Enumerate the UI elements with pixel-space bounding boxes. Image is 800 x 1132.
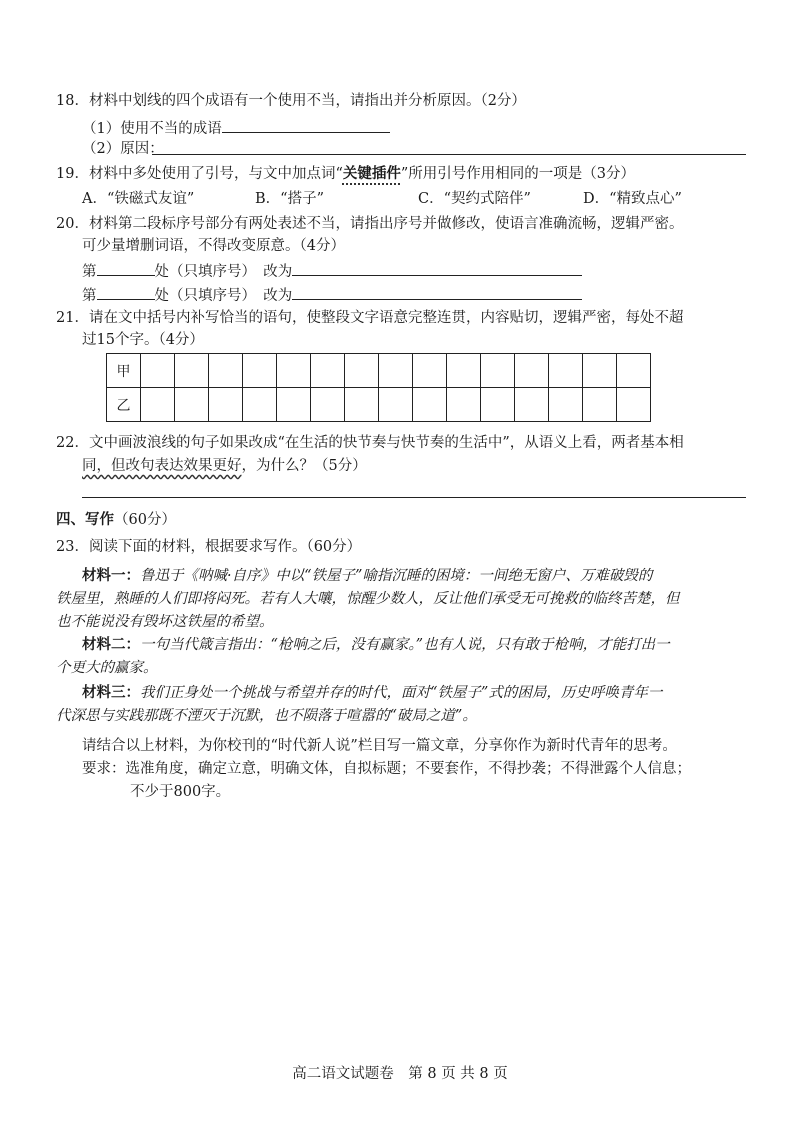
q22-line2: 同，但改句表达效果更好，为什么？（5分） [82,458,367,474]
grid-cell[interactable] [243,354,277,388]
q22-wavy-text: 同，但改句表达效果更好 [82,458,242,474]
material-2-line2: 个更大的赢家。 [56,660,158,676]
q19-option-d[interactable]: D．“精致点心” [583,191,682,207]
grid-cell[interactable] [311,354,345,388]
grid-cell[interactable] [549,388,583,422]
q21-row-yi [107,388,651,422]
q20-row1: 第 处（只填序号） 改为 [82,260,582,282]
q18-part2: （2）原因： [82,141,164,157]
section-heading: 四、写作（60分） [56,511,176,528]
material-1-line1: 材料一：鲁迅于《呐喊·自序》中以“铁屋子”喻指沉睡的困境：一间绝无窗户、万难破毁的 [82,567,653,584]
grid-cell[interactable] [481,354,515,388]
grid-cell[interactable] [515,354,549,388]
grid-cell[interactable] [311,388,345,422]
grid-cell[interactable] [175,388,209,422]
q20-row2-fix-blank[interactable] [292,284,582,300]
grid-cell[interactable] [481,388,515,422]
q21-row-label: 乙 [107,388,141,422]
q23-requirements-line2: 不少于800字。 [130,784,231,800]
q22-answer-blank[interactable] [82,497,746,498]
grid-cell[interactable] [583,354,617,388]
q20-row2: 第 处（只填序号） 改为 [82,284,582,306]
q19-option-b[interactable]: B．“搭子” [255,191,324,207]
grid-cell[interactable] [447,388,481,422]
material-3-line2: 代深思与实践那既不湮灭于沉默，也不陨落于喧嚣的“破局之道”。 [56,708,477,724]
q20-line2: 可少量增删词语，不得改变原意。（4分） [82,238,345,254]
grid-cell[interactable] [175,354,209,388]
q23-task: 请结合以上材料，为你校刊的“时代新人说”栏目写一篇文章，分享你作为新时代青年的思考。 [82,738,677,754]
grid-cell[interactable] [549,354,583,388]
material-1-line2: 铁屋里，熟睡的人们即将闷死。若有人大嚷，惊醒少数人，反让他们承受无可挽救的临终苦楚，但 [56,591,680,607]
material-1-line3: 也不能说没有毁坏这铁屋的希望。 [56,614,274,630]
grid-cell[interactable] [617,354,651,388]
grid-cell[interactable] [277,388,311,422]
q21-row-label: 甲 [107,354,141,388]
grid-cell[interactable] [277,354,311,388]
q20-line1: 20．材料第二段标序号部分有两处表述不当，请指出序号并做修改，使语言准确流畅，逻辑严密。 [56,216,684,232]
material-3-line1: 材料三：我们正身处一个挑战与希望并存的时代，面对“铁屋子”式的困局，历史呼唤青年一 [82,684,663,701]
grid-cell[interactable] [141,388,175,422]
q19-option-a[interactable]: A．“铁磁式友谊” [82,191,195,207]
grid-cell[interactable] [617,388,651,422]
grid-cell[interactable] [583,388,617,422]
page-footer: 高二语文试题卷 第 8 页 共 8 页 [292,1066,508,1082]
grid-cell[interactable] [209,388,243,422]
grid-cell[interactable] [515,388,549,422]
q20-row2-seq-blank[interactable] [97,284,155,300]
q21-line2: 过15个字。（4分） [82,332,204,348]
q22-line1: 22．文中画波浪线的句子如果改成“在生活的快节奏与快节奏的生活中”，从语义上看，两者基本相 [56,435,684,451]
grid-cell[interactable] [447,354,481,388]
q19-stem: 19．材料中多处使用了引号，与文中加点词“关键插件”所用引号作用相同的一项是（3分） [56,165,636,182]
q23-requirements-line1: 要求：选准角度，确定立意，明确文体，自拟标题；不要套作，不得抄袭；不得泄露个人信息； [82,761,691,777]
q20-row1-fix-blank[interactable] [292,260,582,276]
grid-cell[interactable] [345,354,379,388]
q21-answer-grid [106,353,651,422]
q18-part1: （1）使用不当的成语 [82,117,390,139]
grid-cell[interactable] [413,354,447,388]
q18-stem: 18．材料中划线的四个成语有一个使用不当，请指出并分析原因。（2分） [56,93,526,109]
grid-cell[interactable] [141,354,175,388]
grid-cell[interactable] [413,388,447,422]
grid-cell[interactable] [379,354,413,388]
grid-cell[interactable] [243,388,277,422]
q19-option-c[interactable]: C．“契约式陪伴” [418,191,531,207]
grid-cell[interactable] [209,354,243,388]
q20-row1-seq-blank[interactable] [97,260,155,276]
q21-line1: 21．请在文中括号内补写恰当的语句，使整段文字语意完整连贯，内容贴切，逻辑严密，每处不超 [56,310,684,326]
q21-row-jia [107,354,651,388]
grid-cell[interactable] [345,388,379,422]
q18-reason-blank[interactable] [152,154,746,155]
grid-cell[interactable] [379,388,413,422]
q19-dotted-word: 关键插件 [342,165,401,182]
q18-idiom-blank[interactable] [222,117,390,133]
material-2-line1: 材料二：一句当代箴言指出：“枪响之后，没有赢家。”也有人说，只有敢于枪响，才能打出一 [82,636,670,653]
q23-stem: 23．阅读下面的材料，根据要求写作。（60分） [56,539,362,555]
